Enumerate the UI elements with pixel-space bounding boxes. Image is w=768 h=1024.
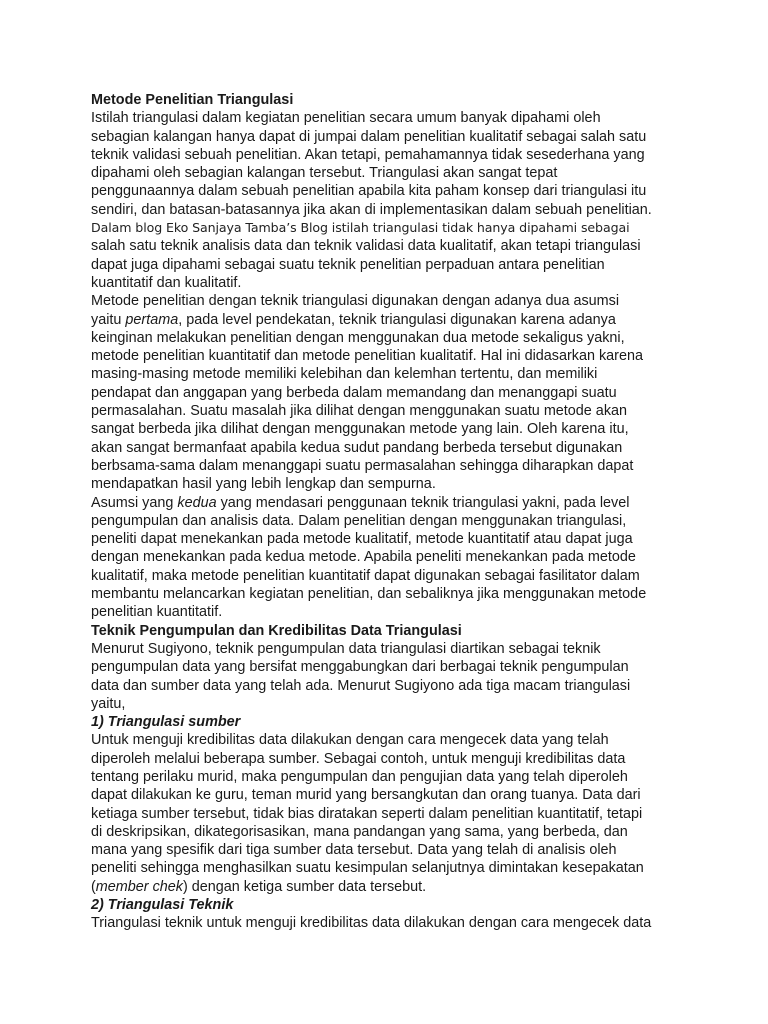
- text-run: ) dengan ketiga sumber data tersebut.: [182, 878, 427, 895]
- emphasis-kedua: kedua: [177, 494, 217, 511]
- intro-paragraph: [91, 109, 691, 292]
- subsection-heading-sumber: 1) Triangulasi sumber: [91, 714, 241, 731]
- text-line: kualitatif, maka metode penelitian kuantitatif dapat digunakan sebagai fasilitator dalam: [91, 567, 640, 584]
- text-line: membantu melancarkan kegiatan penelitian, dan sebaliknya jika menggunakan metode: [91, 586, 647, 603]
- text-line: teknik validasi sebuah penelitian. Akan tetapi, pemahamannya tidak sesederhana yang: [91, 146, 645, 163]
- text-run: , pada level pendekatan, teknik triangulasi digunakan karena adanya: [178, 311, 616, 328]
- text-line: Metode penelitian dengan teknik triangulasi digunakan dengan adanya dua asumsi: [91, 293, 620, 310]
- text-line: mana yang spesifik dari tiga sumber data tersebut. Data yang telah di analisis oleh: [91, 842, 617, 859]
- text-run: yaitu: [91, 311, 126, 328]
- text-line: Triangulasi teknik untuk menguji kredibilitas data dilakukan dengan cara mengecek data: [91, 915, 652, 932]
- text-line: pendapat dan anggapan yang berbeda dalam memandang dan menanggapi suatu: [91, 384, 617, 401]
- text-line: keinginan melakukan penelitian dengan menggunakan dua metode sekaligus yakni,: [91, 329, 625, 346]
- triangulasi-sumber-paragraph: [91, 731, 691, 896]
- text-line: pengumpulan data yang bersifat menggabungkan dari berbagai teknik pengumpulan: [91, 659, 629, 676]
- sugiyono-paragraph: [91, 640, 691, 713]
- text-line: Menurut Sugiyono, teknik pengumpulan data triangulasi diartikan sebagai teknik: [91, 640, 601, 657]
- text-line: pengumpulan dan analisis data. Dalam penelitian dengan menggunakan triangulasi,: [91, 512, 627, 529]
- subsection-heading-teknik: 2) Triangulasi Teknik: [91, 897, 234, 914]
- text-line: dengan menekankan pada kedua metode. Apabila peneliti menekankan pada metode: [91, 549, 636, 566]
- text-line: dapat juga dipahami sebagai suatu teknik penelitian perpaduan antara penelitian: [91, 256, 605, 273]
- text-run: yang mendasari penggunaan teknik triangulasi yakni, pada level: [216, 494, 630, 511]
- section-heading: Teknik Pengumpulan dan Kredibilitas Data Triangulasi: [91, 622, 462, 639]
- first-assumption-paragraph: [91, 292, 691, 493]
- text-line: kuantitatif dan kualitatif.: [91, 274, 242, 291]
- text-line: diperoleh melalui beberapa sumber. Sebagai contoh, untuk menguji kredibilitas data: [91, 750, 626, 767]
- text-line: dipahami oleh sebagian kalangan tersebut. Triangulasi akan sangat tepat: [91, 165, 558, 182]
- text-line: [91, 495, 629, 511]
- text-line: salah satu teknik analisis data dan teknik validasi data kualitatif, akan tetapi triangulasi: [91, 238, 641, 255]
- text-line: sendiri, dan batasan-batasannya jika akan di implementasikan dalam sebuah penelitian.: [91, 201, 652, 218]
- emphasis-member-chek: member chek: [95, 878, 183, 895]
- document-page: [91, 91, 691, 933]
- text-line: masing-masing metode memiliki kelebihan dan kelemhan tertentu, dan memiliki: [91, 366, 598, 383]
- blog-reference-line: Dalam blog Eko Sanjaya Tamba’s Blog istilah triangulasi tidak hanya dipahami sebagai: [91, 220, 630, 236]
- text-line: [91, 312, 616, 328]
- text-line: peneliti dapat menekankan pada metode kualitatif, metode kuantitatif atau dapat juga: [91, 531, 633, 548]
- text-line: permasalahan. Suatu masalah jika dilihat dengan menggunakan suatu metode akan: [91, 403, 628, 420]
- text-line: berbsama-sama dalam menanggapi suatu permasalahan sehingga diharapkan dapat: [91, 457, 634, 474]
- text-line: metode penelitian kuantitatif dan metode penelitian kualitatif. Hal ini didasarkan karena: [91, 348, 643, 365]
- text-line: dapat dilakukan ke guru, teman murid yang bersangkutan dan orang tuanya. Data dari: [91, 787, 641, 804]
- text-line: sangat berbeda jika dilihat dengan menggunakan metode yang lain. Oleh karena itu,: [91, 421, 629, 438]
- text-line: Untuk menguji kredibilitas data dilakukan dengan cara mengecek data yang telah: [91, 732, 609, 749]
- text-line: yaitu,: [91, 695, 126, 712]
- triangulasi-teknik-paragraph: [91, 914, 691, 932]
- text-run: (: [91, 878, 96, 895]
- text-line: tentang perilaku murid, maka pengumpulan dan pengujian data yang telah diperoleh: [91, 768, 628, 785]
- text-line: penelitian kuantitatif.: [91, 604, 223, 621]
- text-line: Istilah triangulasi dalam kegiatan penelitian secara umum banyak dipahami oleh: [91, 110, 601, 127]
- text-line: [91, 879, 426, 895]
- text-line: ketiaga sumber tersebut, tidak bias diratakan seperti dalam penelitian kuantitatif, tetapi: [91, 805, 643, 822]
- text-line: sebagian kalangan hanya dapat di jumpai dalam penelitian kualitatif sebagai salah satu: [91, 128, 647, 145]
- text-line: data dan sumber data yang telah ada. Menurut Sugiyono ada tiga macam triangulasi: [91, 677, 631, 694]
- text-line: penggunaannya dalam sebuah penelitian apabila kita paham konsep dari triangulasi itu: [91, 183, 647, 200]
- text-line: di deskripsikan, dikategorisasikan, mana pandangan yang sama, yang berbeda, dan: [91, 823, 628, 840]
- second-assumption-paragraph: [91, 494, 691, 622]
- text-line: mendapatkan hasil yang lebih lengkap dan sempurna.: [91, 476, 436, 493]
- text-line: peneliti sehingga menghasilkan suatu kesimpulan selanjutnya dimintakan kesepakatan: [91, 860, 644, 877]
- emphasis-pertama: pertama: [125, 311, 179, 328]
- text-run: Asumsi yang: [91, 494, 178, 511]
- document-title: Metode Penelitian Triangulasi: [91, 92, 294, 108]
- text-line: akan sangat bermanfaat apabila kedua sudut pandang berbeda tersebut digunakan: [91, 439, 623, 456]
